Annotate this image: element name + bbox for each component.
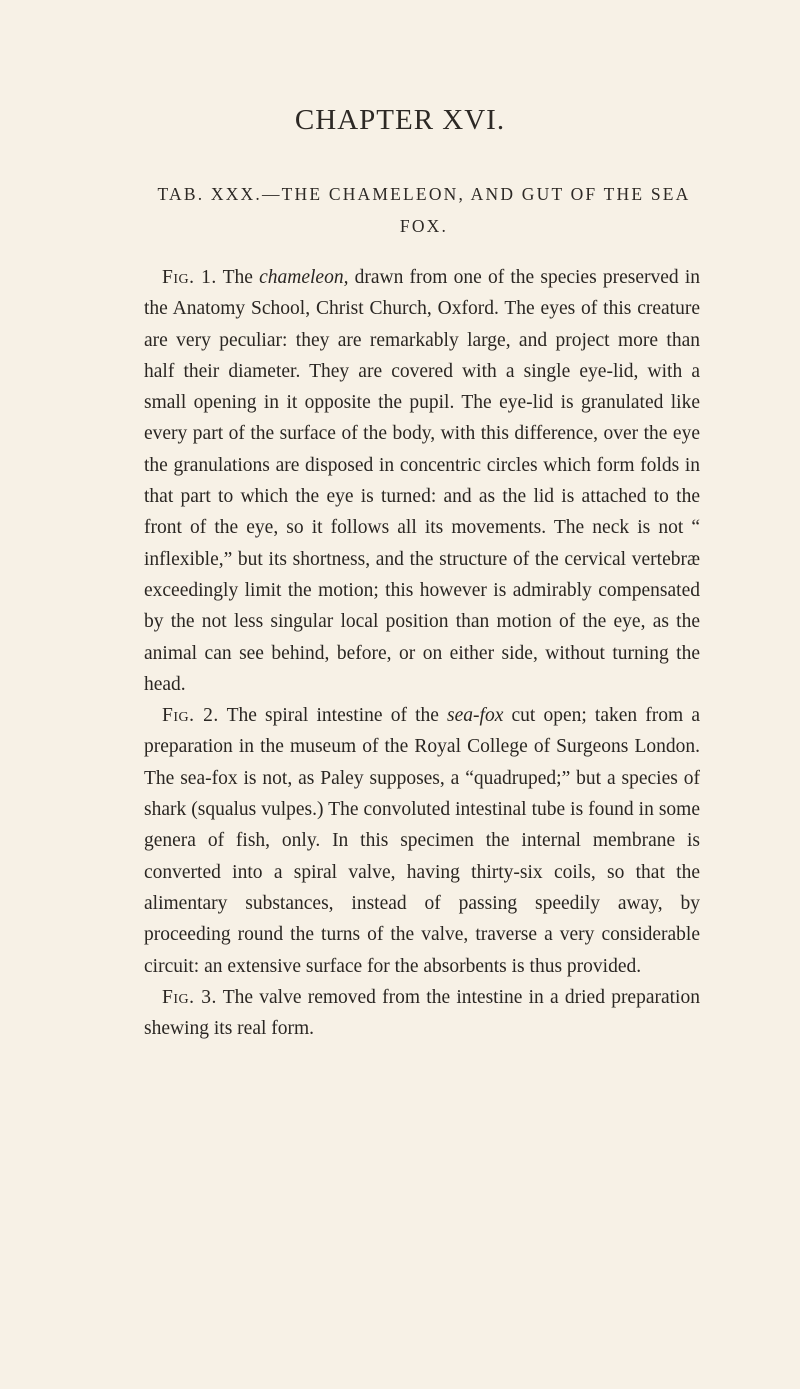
figure-2-italic-term: sea-fox <box>447 705 504 727</box>
figure-2-text-end: cut open; taken from a preparation in the museum of the Royal College of Surgeons London. The sea-fox is not, as Paley supposes, a “quadruped;” but a species of shark (squalus vulpes.) The convoluted intestinal tube is found in some genera of fish, only. In this specimen the internal membrane is converted into a spiral valve, having thirty-six coils, so that the alimentary substances, instead of passing speedily away, by proceeding round the turns of the valve, traverse a very considerable circuit: an extensive surface for the absorbents is thus provided. <box>144 705 700 977</box>
figure-2-paragraph <box>144 700 700 982</box>
figure-2-text-start: The spiral intestine of the <box>226 705 448 727</box>
figure-1-paragraph <box>144 262 700 700</box>
figure-3-text-start: The valve removed from the intestine in a dried preparation shewing its real form. <box>144 986 700 1040</box>
figure-1-text-start: The <box>222 267 260 288</box>
figure-1-label: Fig. 1. <box>162 267 217 288</box>
plate-title: TAB. XXX.—THE CHAMELEON, AND GUT OF THE SEA FOX. <box>157 184 691 236</box>
figure-3-label: Fig. 3. <box>162 986 217 1008</box>
figure-1-text-end: drawn from one of the species preserved in the Anatomy School, Christ Church, Oxford. The eyes of this creature are very peculiar: they are remarkably large, and project more than half their diameter. They are covered with a single eye-lid, with a small opening in it opposite the pupil. The eye-lid is granulated like every part of the surface of the body, with this difference, over the eye the granulations are disposed in concentric circles which form folds in that part to which the eye is turned: and as the lid is attached to the front of the eye, so it follows all its movements. The neck is not “ inflexible,” but its shortness, and the structure of the cervical vertebræ exceedingly limit the motion; this however is admirably compensated by the not less singular local position than motion of the eye, as the animal can see behind, before, or on either side, without turning the head. <box>144 267 700 695</box>
page-body <box>144 262 700 1044</box>
figure-3-paragraph <box>144 982 700 1045</box>
chapter-heading: CHAPTER XVI. <box>294 104 506 136</box>
figure-2-label: Fig. 2. <box>162 705 219 727</box>
figure-1-italic-term: chameleon, <box>259 267 349 288</box>
